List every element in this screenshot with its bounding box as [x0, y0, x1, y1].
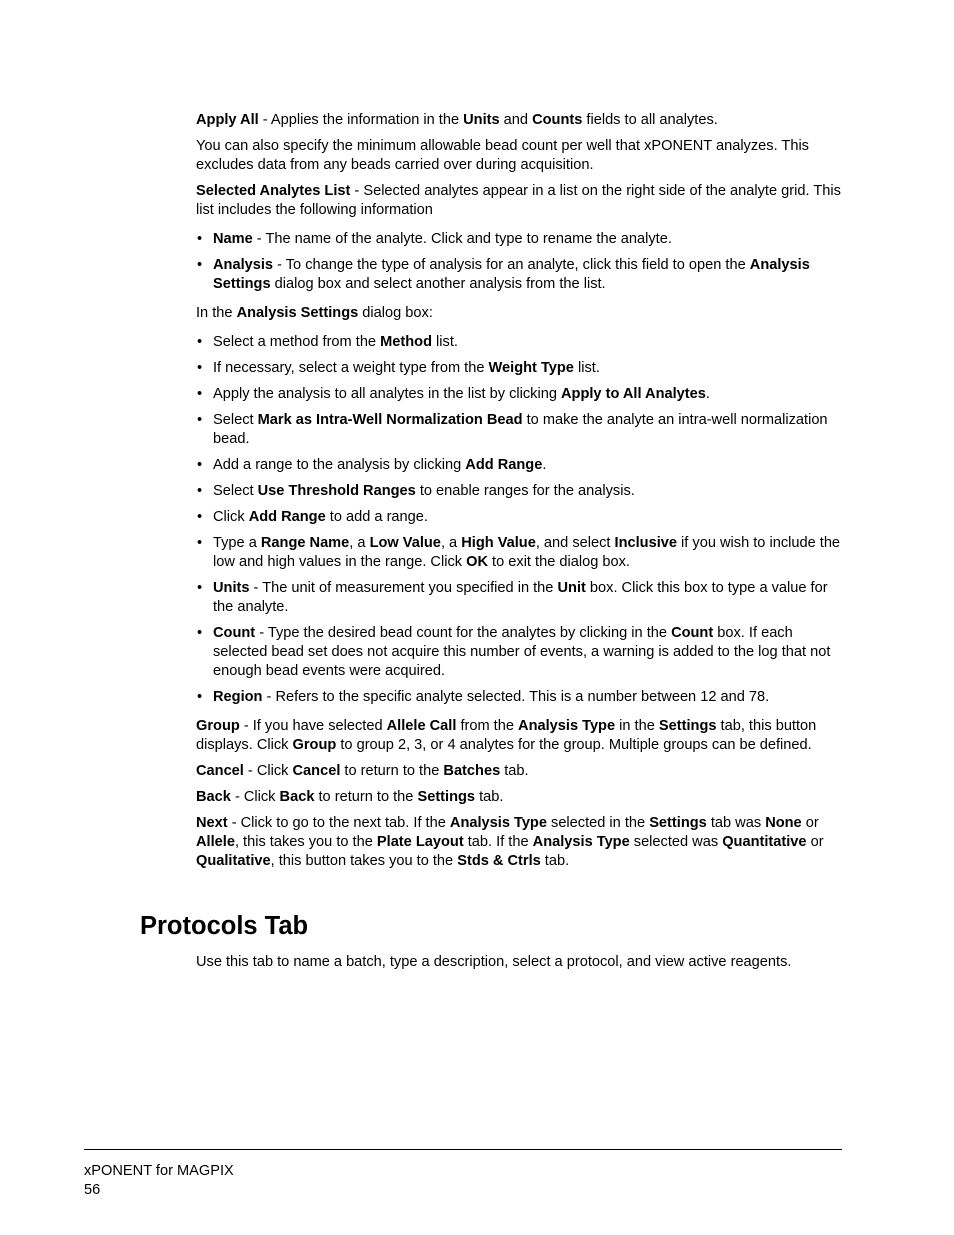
section-intro: Use this tab to name a batch, type a description, select a protocol, and view active reagents. — [196, 954, 792, 970]
bullet-marker: • — [197, 231, 203, 247]
text-run: or — [801, 815, 819, 831]
bold-term: Settings — [649, 815, 707, 831]
text-run: Apply the analysis to all analytes in the list by clicking — [213, 386, 561, 402]
bold-term: Back — [279, 789, 315, 805]
text-run: fields to all analytes. — [582, 112, 718, 128]
text-run: , a — [349, 535, 370, 551]
bold-term: Cancel — [292, 763, 341, 779]
bullet-marker: • — [197, 457, 203, 473]
bold-term: Count — [213, 625, 256, 641]
bold-term: Plate Layout — [376, 834, 464, 850]
text-run: box. Click this box to type a value for the analyte. — [213, 580, 828, 615]
text-run: to return to the — [314, 789, 418, 805]
bullet-marker: • — [197, 625, 203, 641]
bold-term: Apply All — [196, 112, 259, 128]
paragraph — [196, 814, 841, 871]
text-run: tab. — [540, 853, 570, 869]
list-item — [196, 624, 841, 681]
text-run: In the — [196, 305, 237, 321]
bullet-marker: • — [197, 535, 203, 551]
text-run: , this button takes you to the — [270, 853, 458, 869]
bold-term: High Value — [461, 535, 536, 551]
text-run: If necessary, select a weight type from the — [213, 360, 489, 376]
analyte-info-list — [196, 230, 841, 294]
text-run: , a — [440, 535, 462, 551]
paragraph — [196, 137, 841, 175]
bullet-marker: • — [197, 334, 203, 350]
text-run: dialog box and select another analysis from the list. — [270, 276, 606, 292]
text-run: - The name of the analyte. Click and type to rename the analyte. — [252, 231, 672, 247]
text-run: . — [705, 386, 710, 402]
bold-term: Next — [196, 815, 228, 831]
text-run: tab. If the — [463, 834, 533, 850]
bold-term: Analysis Settings — [213, 257, 810, 292]
bold-term: Allele Call — [386, 718, 457, 734]
bullet-marker: • — [197, 412, 203, 428]
text-run: from the — [456, 718, 519, 734]
paragraph — [196, 111, 841, 130]
section-heading: Protocols Tab — [140, 912, 309, 940]
bullet-marker: • — [197, 360, 203, 376]
text-run: Select — [213, 483, 258, 499]
bold-term: Analysis — [213, 257, 274, 273]
bold-term: Method — [380, 334, 432, 350]
text-run: - Refers to the specific analyte selected. This is a number between 12 and 78. — [262, 689, 770, 705]
bold-term: Low Value — [369, 535, 441, 551]
bold-term: Qualitative — [196, 853, 271, 869]
bold-term: Allele — [196, 834, 235, 850]
bold-term: Analysis Settings — [236, 305, 359, 321]
bold-term: Quantitative — [722, 834, 807, 850]
text-run: - Click to go to the next tab. If the — [227, 815, 450, 831]
bold-term: Analysis Type — [518, 718, 616, 734]
bold-term: Weight Type — [488, 360, 574, 376]
bold-term: Region — [213, 689, 263, 705]
bold-term: Back — [196, 789, 231, 805]
text-run: Select a method from the — [213, 334, 381, 350]
bullet-marker: • — [197, 386, 203, 402]
bold-term: OK — [466, 554, 488, 570]
text-run: selected was — [629, 834, 723, 850]
bold-term: Name — [213, 231, 253, 247]
bold-term: Analysis Type — [449, 815, 547, 831]
bold-term: Cancel — [196, 763, 244, 779]
text-run: if you wish to include the low and high values in the range. Click — [213, 535, 841, 570]
text-run: Type a — [213, 535, 261, 551]
bullet-marker: • — [197, 257, 203, 273]
bullet-marker: • — [197, 580, 203, 596]
text-run: box. If each selected bead set does not acquire this number of events, a warning is added to the log that not enough bead events were acquired. — [213, 625, 831, 679]
text-run: tab, this button displays. Click — [196, 718, 817, 753]
text-run: to enable ranges for the analysis. — [415, 483, 635, 499]
text-run: . — [542, 457, 547, 473]
text-run: - Click — [243, 763, 293, 779]
text-run: - To change the type of analysis for an analyte, click this field to open the — [273, 257, 750, 273]
bold-term: Units — [463, 112, 500, 128]
bold-term: Use Threshold Ranges — [257, 483, 416, 499]
list-item — [196, 385, 841, 404]
text-run: tab. — [500, 763, 529, 779]
page-body — [196, 111, 841, 878]
dialog-steps-list — [196, 333, 841, 707]
text-run: - Type the desired bead count for the analytes by clicking in the — [255, 625, 672, 641]
dialog-intro-paragraph — [196, 304, 841, 323]
bold-term: Apply to All Analytes — [561, 386, 706, 402]
bold-term: Add Range — [465, 457, 543, 473]
bold-term: Settings — [658, 718, 717, 734]
text-run: - Selected analytes appear in a list on the right side of the analyte grid. This list includes the following information — [196, 183, 841, 218]
list-item — [196, 411, 841, 449]
list-item — [196, 534, 841, 572]
text-run: Click — [213, 509, 249, 525]
footer-divider — [84, 1149, 842, 1150]
text-run: Add a range to the analysis by clicking — [213, 457, 466, 473]
list-item — [196, 579, 841, 617]
text-run: , and select — [535, 535, 615, 551]
bold-term: Unit — [557, 580, 586, 596]
text-run: - If you have selected — [239, 718, 387, 734]
bold-term: Inclusive — [614, 535, 677, 551]
text-run: to make the analyte an intra-well normalization bead. — [213, 412, 828, 447]
bold-term: Settings — [417, 789, 476, 805]
bold-term: Analysis Type — [532, 834, 630, 850]
text-run: selected in the — [546, 815, 650, 831]
bold-term: Counts — [532, 112, 583, 128]
bold-term: Range Name — [260, 535, 350, 551]
bold-term: Count — [671, 625, 714, 641]
bold-term: Group — [196, 718, 240, 734]
text-run: Select — [213, 412, 258, 428]
bold-term: Units — [213, 580, 250, 596]
text-run: list. — [573, 360, 600, 376]
bullet-marker: • — [197, 689, 203, 705]
text-run: or — [806, 834, 824, 850]
text-run: to exit the dialog box. — [488, 554, 630, 570]
text-run: and — [499, 112, 533, 128]
paragraph — [196, 182, 841, 220]
paragraph — [196, 717, 841, 755]
bold-term: None — [765, 815, 802, 831]
text-run: You can also specify the minimum allowable bead count per well that xPONENT analyzes. This excludes data from any beads carried over during acquisition. — [196, 138, 809, 173]
bullet-marker: • — [197, 509, 203, 525]
text-run: to return to the — [340, 763, 444, 779]
intro-paragraphs — [196, 111, 841, 220]
text-run: - Applies the information in the — [258, 112, 464, 128]
bold-term: Stds & Ctrls — [457, 853, 541, 869]
bold-term: Group — [292, 737, 337, 753]
list-item — [196, 333, 841, 352]
paragraph — [196, 788, 841, 807]
text-run: list. — [432, 334, 458, 350]
list-item — [196, 230, 841, 249]
text-run: to add a range. — [325, 509, 428, 525]
text-run: to group 2, 3, or 4 analytes for the group. Multiple groups can be defined. — [336, 737, 812, 753]
list-item — [196, 508, 841, 527]
paragraph — [196, 762, 841, 781]
footer-product-name: xPONENT for MAGPIX — [84, 1163, 234, 1179]
text-run: dialog box: — [358, 305, 433, 321]
text-run: - Click — [230, 789, 280, 805]
footer-page-number: 56 — [84, 1182, 101, 1198]
bold-term: Selected Analytes List — [196, 183, 351, 199]
text-run: tab. — [475, 789, 504, 805]
text-run: tab was — [706, 815, 766, 831]
bold-term: Batches — [443, 763, 501, 779]
bold-term: Add Range — [248, 509, 326, 525]
list-item — [196, 456, 841, 475]
list-item — [196, 688, 841, 707]
list-item — [196, 482, 841, 501]
text-run: , this takes you to the — [234, 834, 377, 850]
bold-term: Mark as Intra-Well Normalization Bead — [257, 412, 523, 428]
list-item — [196, 256, 841, 294]
text-run: - The unit of measurement you specified in the — [249, 580, 558, 596]
text-run: in the — [615, 718, 659, 734]
button-descriptions — [196, 717, 841, 871]
list-item — [196, 359, 841, 378]
bullet-marker: • — [197, 483, 203, 499]
